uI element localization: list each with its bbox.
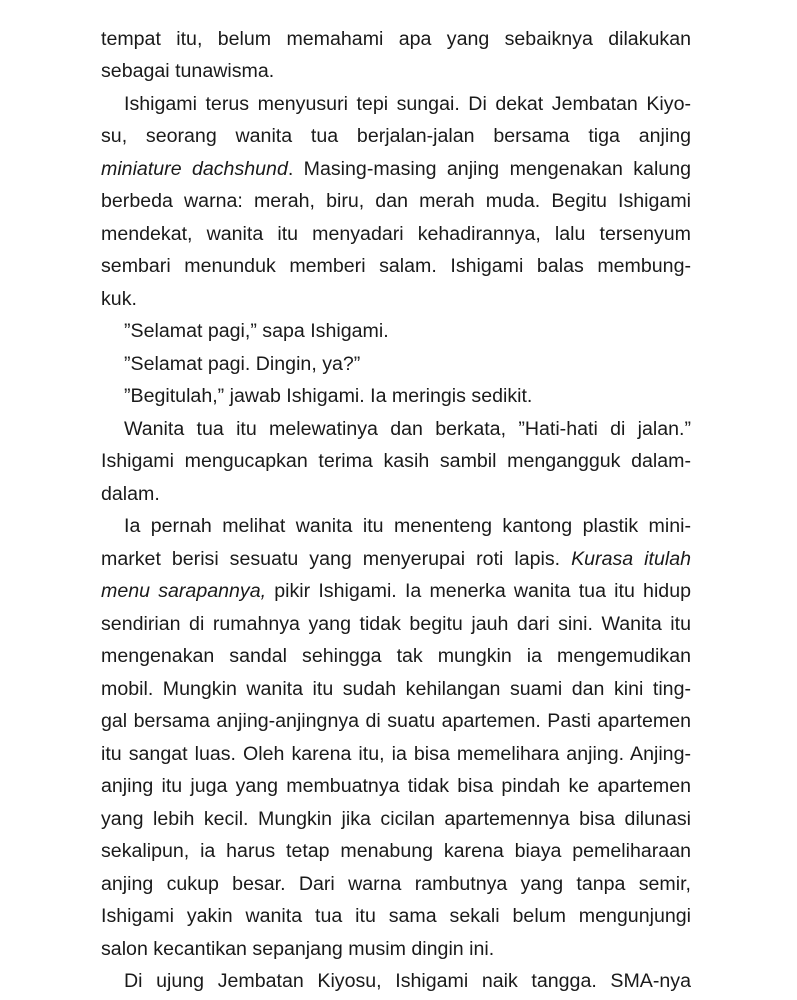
text-line: mobil. Mungkin wanita itu sudah kehilangan suami dan kini ting- <box>101 678 691 700</box>
text-fragment: pikir Ishigami. Ia menerka wanita tua itu hidup <box>266 580 691 602</box>
italic-thought: menu sarapannya, <box>101 580 267 602</box>
text-line: Wanita tua itu melewatinya dan berkata, ”Hati-hati di jalan.” <box>124 418 691 440</box>
dialogue-line: ”Begitulah,” jawab Ishigami. Ia meringis sedikit. <box>124 385 533 407</box>
text-line: sebagai tunawisma. <box>101 60 275 82</box>
text-line: su, seorang wanita tua berjalan-jalan bersama tiga anjing <box>101 125 691 147</box>
text-line <box>101 545 691 573</box>
text-line <box>101 155 691 183</box>
text-line: sembari menunduk memberi salam. Ishigami balas membung- <box>101 255 691 277</box>
text-line: Ishigami mengucapkan terima kasih sambil mengangguk dalam- <box>101 450 691 472</box>
dialogue-line: ”Selamat pagi,” sapa Ishigami. <box>124 320 389 342</box>
text-line: sendirian di rumahnya yang tidak begitu jauh dari sini. Wanita itu <box>101 613 691 635</box>
text-line: kuk. <box>101 288 137 310</box>
text-line: anjing cukup besar. Dari warna rambutnya yang tanpa semir, <box>101 873 691 895</box>
text-line: dalam. <box>101 483 160 505</box>
text-line: itu sangat luas. Oleh karena itu, ia bisa memelihara anjing. Anjing- <box>101 743 691 765</box>
dialogue-line: ”Selamat pagi. Dingin, ya?” <box>124 353 361 375</box>
text-line: berbeda warna: merah, biru, dan merah muda. Begitu Ishigami <box>101 190 691 212</box>
text-line: Ia pernah melihat wanita itu menenteng kantong plastik mini- <box>124 515 691 537</box>
text-line: tempat itu, belum memahami apa yang sebaiknya dilakukan <box>101 28 691 50</box>
text-line: Ishigami terus menyusuri tepi sungai. Di dekat Jembatan Kiyo- <box>124 93 691 115</box>
italic-term: miniature dachshund <box>101 158 288 180</box>
text-fragment: . Masing-masing anjing mengenakan kalung <box>287 158 691 180</box>
text-line: salon kecantikan sepanjang musim dingin ini. <box>101 938 495 960</box>
text-line: sekalipun, ia harus tetap menabung karena biaya pemeliharaan <box>101 840 691 862</box>
italic-thought: Kurasa itulah <box>571 548 691 570</box>
text-line <box>101 577 691 605</box>
text-line: mendekat, wanita itu menyadari kehadirannya, lalu tersenyum <box>101 223 691 245</box>
text-line: mengenakan sandal sehingga tak mungkin ia mengemudikan <box>101 645 691 667</box>
text-fragment: market berisi sesuatu yang menyerupai roti lapis. <box>101 548 572 570</box>
text-line: Ishigami yakin wanita tua itu sama sekali belum mengunjungi <box>101 905 691 927</box>
text-line: yang lebih kecil. Mungkin jika cicilan apartemennya bisa dilunasi <box>101 808 691 830</box>
text-line: anjing itu juga yang membuatnya tidak bisa pindah ke apartemen <box>101 775 691 797</box>
text-line: Di ujung Jembatan Kiyosu, Ishigami naik tangga. SMA-nya <box>124 970 691 992</box>
text-line: gal bersama anjing-anjingnya di suatu apartemen. Pasti apartemen <box>101 710 691 732</box>
